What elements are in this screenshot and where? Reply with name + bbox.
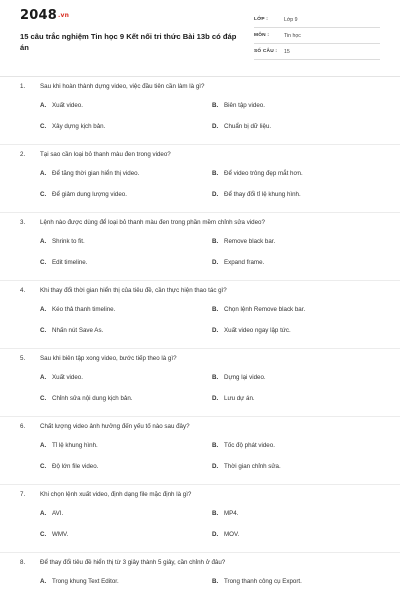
option-letter: A. (40, 102, 47, 109)
option-letter: B. (212, 170, 219, 177)
option-letter: B. (212, 102, 219, 109)
meta-row-subject (254, 28, 380, 44)
option-text: Chọn lệnh Remove black bar. (224, 306, 306, 313)
option-text: Chuẩn bị dữ liệu. (224, 123, 272, 130)
question-number: 7. (20, 491, 26, 498)
question-number: 8. (20, 559, 26, 566)
option-b[interactable] (212, 306, 305, 313)
option-text: Trong thanh công cụ Export. (224, 578, 302, 585)
question-prompt: Khi chọn lệnh xuất video, định dạng file mặc định là gì? (40, 491, 192, 498)
option-text: Để thay đổi tỉ lệ khung hình. (224, 191, 301, 198)
option-letter: D. (212, 123, 219, 130)
option-letter: C. (40, 463, 47, 470)
question-5 (0, 349, 400, 417)
option-c[interactable] (40, 395, 133, 402)
question-6 (0, 417, 400, 485)
option-c[interactable] (40, 531, 68, 538)
question-number: 2. (20, 151, 26, 158)
option-letter: C. (40, 123, 47, 130)
option-b[interactable] (212, 510, 238, 517)
option-text: Trong khung Text Editor. (52, 578, 119, 585)
option-c[interactable] (40, 463, 98, 470)
question-4 (0, 281, 400, 349)
question-1 (0, 77, 400, 145)
option-d[interactable] (212, 531, 239, 538)
option-text: MP4. (224, 510, 239, 517)
option-letter: C. (40, 259, 47, 266)
question-text (20, 559, 225, 566)
option-letter: C. (40, 395, 47, 402)
option-c[interactable] (40, 191, 127, 198)
option-letter: D. (212, 395, 219, 402)
option-letter: A. (40, 374, 47, 381)
option-letter: A. (40, 510, 47, 517)
option-letter: B. (212, 238, 219, 245)
option-b[interactable] (212, 374, 266, 381)
option-a[interactable] (40, 102, 83, 109)
meta-value: Lớp 9 (284, 16, 298, 23)
question-text (20, 83, 204, 90)
option-letter: C. (40, 191, 47, 198)
question-number: 4. (20, 287, 26, 294)
option-text: MOV. (224, 531, 240, 538)
question-7 (0, 485, 400, 553)
option-letter: B. (212, 442, 219, 449)
question-number: 3. (20, 219, 26, 226)
option-letter: D. (212, 327, 219, 334)
question-prompt: Sau khi biên tập xong video, bước tiếp theo là gì? (40, 355, 177, 362)
option-d[interactable] (212, 395, 255, 402)
option-text: AVI. (52, 510, 64, 517)
option-text: Tỉ lệ khung hình. (52, 442, 98, 449)
question-prompt: Tại sao cần loại bỏ thanh màu đen trong video? (40, 151, 171, 158)
meta-row-grade (254, 12, 380, 28)
option-text: Để giảm dung lượng video. (52, 191, 127, 198)
option-text: Chỉnh sửa nội dung kịch bản. (52, 395, 133, 402)
option-a[interactable] (40, 442, 98, 449)
meta-label: MÔN : (254, 33, 270, 38)
option-text: Xây dựng kịch bản. (52, 123, 106, 130)
option-letter: A. (40, 442, 47, 449)
option-letter: D. (212, 531, 219, 538)
option-letter: D. (212, 259, 219, 266)
option-text: Nhấn nút Save As. (52, 327, 104, 334)
option-d[interactable] (212, 191, 301, 198)
logo-sub: .vn (57, 12, 70, 19)
option-text: Xuất video ngay lập tức. (224, 327, 291, 334)
question-text (20, 423, 190, 430)
question-text (20, 355, 177, 362)
option-text: Edit timeline. (52, 259, 88, 266)
option-c[interactable] (40, 327, 103, 334)
option-text: Dựng lại video. (224, 374, 266, 381)
option-letter: D. (212, 463, 219, 470)
question-number: 5. (20, 355, 26, 362)
option-text: Thời gian chỉnh sửa. (224, 463, 281, 470)
option-b[interactable] (212, 578, 302, 585)
option-a[interactable] (40, 306, 115, 313)
option-letter: A. (40, 578, 47, 585)
option-letter: C. (40, 327, 47, 334)
option-a[interactable] (40, 374, 83, 381)
option-letter: B. (212, 510, 219, 517)
option-text: Remove black bar. (224, 238, 276, 245)
question-text (20, 151, 171, 158)
option-b[interactable] (212, 442, 275, 449)
option-letter: B. (212, 306, 219, 313)
question-text (20, 219, 265, 226)
option-b[interactable] (212, 170, 303, 177)
question-2 (0, 145, 400, 213)
option-d[interactable] (212, 463, 281, 470)
option-a[interactable] (40, 170, 139, 177)
meta-value: 15 (284, 48, 290, 55)
option-b[interactable] (212, 102, 265, 109)
option-d[interactable] (212, 259, 264, 266)
question-prompt: Chất lượng video ảnh hưởng đến yếu tố nào sau đây? (40, 423, 190, 430)
option-letter: A. (40, 238, 47, 245)
page-title: 15 câu trắc nghiệm Tin học 9 Kết nối tri thức Bài 13b có đáp án (20, 32, 237, 52)
option-a[interactable] (40, 510, 63, 517)
meta-label: SỐ CÂU : (254, 49, 278, 54)
option-letter: A. (40, 170, 47, 177)
option-letter: A. (40, 306, 47, 313)
option-c[interactable] (40, 123, 105, 130)
option-text: Để tăng thời gian hiển thị video. (52, 170, 140, 177)
option-c[interactable] (40, 259, 87, 266)
option-b[interactable] (212, 238, 275, 245)
logo-main: 2048 (20, 8, 57, 23)
question-prompt: Lệnh nào được dùng để loại bỏ thanh màu đen trong phần mềm chỉnh sửa video? (40, 219, 265, 226)
option-text: Xuất video. (52, 102, 83, 109)
option-text: Để video trông đẹp mắt hơn. (224, 170, 303, 177)
question-prompt: Sau khi hoàn thành dựng video, việc đầu tiên cần làm là gì? (40, 83, 205, 90)
site-logo[interactable] (20, 8, 69, 23)
meta-row-count (254, 44, 380, 60)
option-text: Kéo thả thanh timeline. (52, 306, 116, 313)
question-number: 1. (20, 83, 26, 90)
option-text: Xuất video. (52, 374, 83, 381)
meta-label: LỚP : (254, 17, 269, 22)
option-d[interactable] (212, 123, 271, 130)
question-text (20, 491, 191, 498)
option-d[interactable] (212, 327, 291, 334)
meta-value: Tin học (284, 32, 301, 39)
option-text: Tốc độ phát video. (224, 442, 275, 449)
option-letter: D. (212, 191, 219, 198)
quiz-meta (254, 12, 380, 60)
option-text: Shrink to fit. (52, 238, 85, 245)
question-8 (0, 553, 400, 600)
option-text: Độ lớn file video. (52, 463, 99, 470)
option-text: WMV. (52, 531, 69, 538)
option-text: Expand frame. (224, 259, 265, 266)
question-number: 6. (20, 423, 26, 430)
option-a[interactable] (40, 238, 85, 245)
question-prompt: Để thay đổi tiêu đề hiển thị từ 3 giây thành 5 giây, cần chỉnh ở đâu? (40, 559, 226, 566)
option-text: Biên tập video. (224, 102, 265, 109)
question-3 (0, 213, 400, 281)
question-prompt: Khi thay đổi thời gian hiển thị của tiêu đề, cần thực hiện thao tác gì? (40, 287, 227, 294)
option-letter: B. (212, 374, 219, 381)
option-a[interactable] (40, 578, 119, 585)
option-text: Lưu dự án. (224, 395, 255, 402)
option-letter: B. (212, 578, 219, 585)
page-header (0, 0, 400, 70)
question-text (20, 287, 227, 294)
question-list (0, 77, 400, 600)
option-letter: C. (40, 531, 47, 538)
